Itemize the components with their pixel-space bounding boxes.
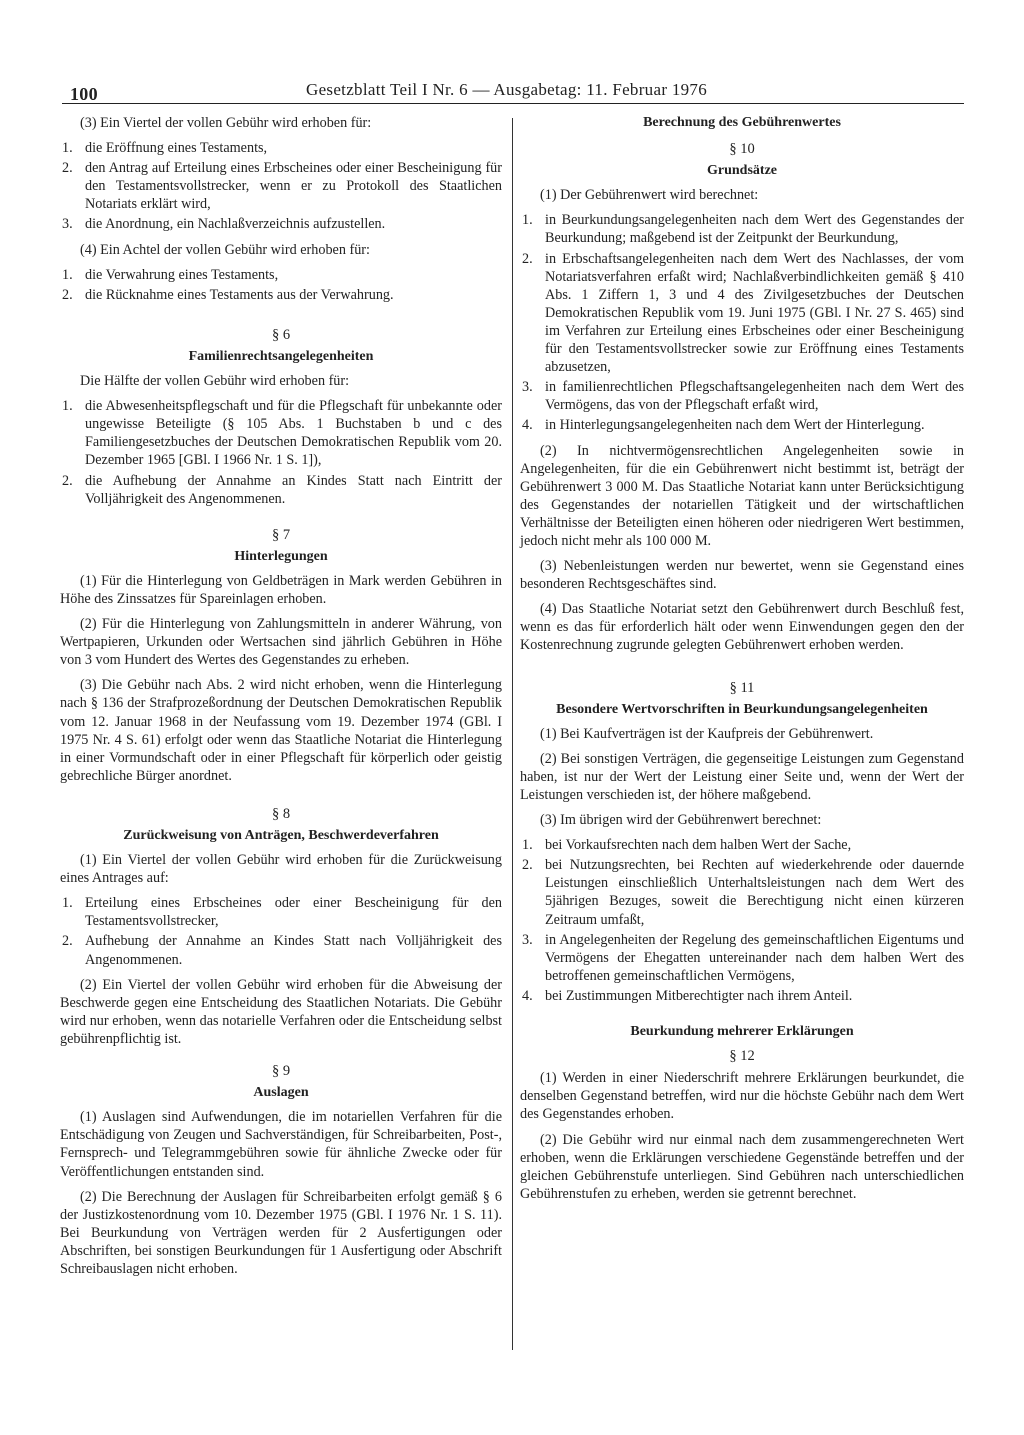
list-item bbox=[60, 215, 502, 233]
list-item bbox=[520, 856, 964, 928]
section-title: Hinterlegungen bbox=[234, 548, 328, 564]
item-number: 3. bbox=[522, 379, 533, 396]
numbered-list bbox=[520, 836, 964, 1005]
list-item bbox=[520, 931, 964, 985]
section-title: Grundsätze bbox=[707, 163, 777, 179]
paragraph: (2) Ein Viertel der vollen Gebühr wird erhoben für die Abweisung der Beschwerde gegen eine Entscheidung des Staatlichen Notariats. Die Gebühr wird nur erhoben, wenn das notarielle Verfahren oder die Entscheidung selbst gebührenpflichtig ist. bbox=[60, 976, 502, 1047]
paragraph: (4) Ein Achtel der vollen Gebühr wird erhoben für: bbox=[80, 241, 370, 258]
item-text: Aufhebung der Annahme an Kindes Statt nach Volljährigkeit des Angenommenen. bbox=[85, 933, 502, 968]
item-text: die Abwesenheitspflegschaft und für die Pflegschaft für unbekannte oder ungewisse Beteiligte (§ 105 Abs. 1 Buchstaben b und c des Familiengesetzbuches der Deutschen Demokratischen Republik vom 20. Dezember 1965 [GBl. I 1966 Nr. 1 S. 1]), bbox=[85, 398, 502, 469]
list-item bbox=[520, 836, 964, 854]
paragraph: (4) Das Staatliche Notariat setzt den Gebührenwert durch Beschluß fest, wenn es das für erforderlich hält oder wenn Einwendungen gegen den der Kostenrechnung zugrunde gelegten Gebührenwert erhoben werden. bbox=[520, 601, 964, 654]
paragraph: (3) Ein Viertel der vollen Gebühr wird erhoben für: bbox=[80, 115, 372, 131]
list-item bbox=[520, 987, 964, 1005]
section-number: § 6 bbox=[271, 326, 291, 343]
numbered-list bbox=[60, 139, 502, 233]
paragraph: (1) Auslagen sind Aufwendungen, die im notariellen Verfahren für die Entschädigung von Zeugen und Sachverständigen, für Schreibarbeiten, Post-, Fernsprech- und Telegrammgebühren sowie für ähnliche Zwecke oder für Veröffentlichungen entstanden sind. bbox=[60, 1109, 502, 1180]
list-item bbox=[60, 139, 502, 157]
list-item bbox=[60, 159, 502, 213]
item-text: in Hinterlegungsangelegenheiten nach dem Wert der Hinterlegung. bbox=[545, 417, 925, 434]
item-number: 2. bbox=[62, 160, 73, 177]
item-number: 4. bbox=[522, 417, 533, 434]
header-divider bbox=[62, 103, 964, 104]
paragraph: (3) Nebenleistungen werden nur bewertet, wenn sie Gegenstand eines besonderen Rechtsgeschäftes sind. bbox=[520, 558, 964, 593]
paragraph: (1) Werden in einer Niederschrift mehrere Erklärungen beurkundet, die denselben Gegenstand betreffen, wird nur die höchste Gebühr nach dem Wert des Gegenstandes erhoben. bbox=[520, 1070, 964, 1123]
item-number: 2. bbox=[522, 857, 533, 874]
section-title: Familienrechtsangelegenheiten bbox=[188, 348, 374, 364]
gazette-header: Gesetzblatt Teil I Nr. 6 — Ausgabetag: 11. Februar 1976 bbox=[306, 80, 708, 99]
numbered-list bbox=[520, 211, 964, 434]
item-text: den Antrag auf Erteilung eines Erbscheines oder einer Bescheinigung für den Testamentsvollstrecker, wenn er zu Protokoll des Staatlichen Notariats erklärt wird, bbox=[85, 160, 502, 213]
list-item bbox=[60, 894, 502, 930]
paragraph: (2) Die Berechnung der Auslagen für Schreibarbeiten erfolgt gemäß § 6 der Justizkostenordnung vom 10. Dezember 1975 (GBl. I 1976 Nr. 1 S. 11). Bei Beurkundung von Verträgen werden für 2 Ausfertigungen oder Abschriften, bei sonstigen Beurkundungen für 1 Ausfertigung oder Abschrift Schreibauslagen nicht erhoben. bbox=[60, 1188, 502, 1277]
list-item bbox=[60, 472, 502, 508]
item-text: die Anordnung, ein Nachlaßverzeichnis aufzustellen. bbox=[85, 216, 386, 233]
item-number: 2. bbox=[62, 472, 73, 489]
item-text: in familienrechtlichen Pflegschaftsangelegenheiten nach dem Wert des Vermögens, das von der Pflegschaft erfaßt wird, bbox=[545, 379, 964, 414]
numbered-list bbox=[60, 397, 502, 508]
paragraph: (1) Der Gebührenwert wird berechnet: bbox=[540, 187, 759, 204]
paragraph: (1) Bei Kaufverträgen ist der Kaufpreis der Gebührenwert. bbox=[540, 725, 874, 742]
list-item bbox=[60, 266, 502, 284]
item-text: bei Vorkaufsrechten nach dem halben Wert der Sache, bbox=[545, 837, 852, 854]
chapter-heading: Berechnung des Gebührenwertes bbox=[643, 115, 841, 130]
list-item bbox=[60, 286, 502, 304]
section-number: § 9 bbox=[271, 1063, 291, 1080]
column-divider bbox=[512, 118, 513, 1350]
item-text: die Eröffnung eines Testaments, bbox=[85, 140, 268, 157]
list-item bbox=[520, 378, 964, 414]
paragraph: (1) Ein Viertel der vollen Gebühr wird erhoben für die Zurückweisung eines Antrages auf: bbox=[60, 852, 502, 887]
paragraph: (2) Bei sonstigen Verträgen, die gegenseitige Leistungen zum Gegenstand haben, ist nur der Wert der Leistung einer Seite und, wenn der Wert der Leistungen verschieden ist, der höhere maßgebend. bbox=[520, 750, 964, 803]
item-number: 2. bbox=[62, 286, 73, 303]
paragraph: (3) Im übrigen wird der Gebührenwert berechnet: bbox=[540, 812, 822, 829]
numbered-list bbox=[60, 894, 502, 968]
paragraph: (2) Für die Hinterlegung von Zahlungsmitteln in anderer Währung, von Wertpapieren, Urkunden oder Wertsachen sind jährlich Gebühren in Höhe von 3 vom Hundert des Wertes des Gegenstandes zu erheben. bbox=[60, 616, 502, 669]
page-number: 100 bbox=[70, 84, 98, 104]
paragraph: Die Hälfte der vollen Gebühr wird erhoben für: bbox=[80, 373, 350, 390]
item-number: 2. bbox=[62, 933, 73, 950]
item-text: bei Zustimmungen Mitberechtigter nach ihrem Anteil. bbox=[545, 987, 853, 1004]
item-text: die Aufhebung der Annahme an Kindes Statt nach Eintritt der Volljährigkeit des Angenommenen. bbox=[85, 472, 502, 507]
left-column bbox=[60, 114, 502, 1285]
item-text: die Verwahrung eines Testaments, bbox=[85, 266, 279, 283]
section-number: § 12 bbox=[729, 1048, 755, 1065]
item-number: 1. bbox=[522, 212, 533, 229]
section-title: Zurückweisung von Anträgen, Beschwerdeverfahren bbox=[123, 828, 439, 843]
item-number: 2. bbox=[522, 250, 533, 267]
section-title: Auslagen bbox=[253, 1085, 309, 1101]
item-number: 1. bbox=[522, 837, 533, 854]
item-number: 1. bbox=[62, 895, 73, 912]
section-number: § 7 bbox=[271, 526, 291, 543]
item-number: 3. bbox=[522, 931, 533, 948]
chapter-heading: Beurkundung mehrerer Erklärungen bbox=[630, 1024, 854, 1040]
list-item bbox=[520, 211, 964, 247]
item-number: 4. bbox=[522, 987, 533, 1004]
item-number: 3. bbox=[62, 216, 73, 233]
list-item bbox=[60, 932, 502, 968]
numbered-list bbox=[60, 266, 502, 304]
section-number: § 8 bbox=[271, 805, 291, 822]
item-number: 1. bbox=[62, 140, 73, 157]
item-text: in Angelegenheiten der Regelung des gemeinschaftlichen Eigentums und Vermögens der Ehegatten untereinander nach dem halben Wert des betroffenen gemeinschaftlichen Vermögens, bbox=[545, 931, 964, 984]
section-number: § 11 bbox=[729, 679, 755, 696]
list-item bbox=[520, 416, 964, 434]
item-number: 1. bbox=[62, 398, 73, 415]
item-text: in Erbschaftsangelegenheiten nach dem Wert des Nachlasses, der vom Notariatsverfahren erfaßt wird; Nachlaßverbindlichkeiten gemäß § 410 Abs. 1 Ziffern 1, 3 und 4 des Zivilgesetzbuches der Deutschen Demokratischen Republik vom 19. Juni 1975 (GBl. I Nr. 27 S. 465) sind im Verfahren zur Erteilung eines Erbscheines oder einer Bescheinigung für den Testamentsvollstrecker sowie zur Eröffnung eines Testaments abzusetzen, bbox=[545, 250, 964, 376]
paragraph: (2) Die Gebühr wird nur einmal nach dem zusammengerechneten Wert erhoben, wenn die Erklärungen verschiedene Gegenstände betreffen und der gleichen Gebührenstufe unterliegen. Sind Gebühren nach unterschiedlichen Gebührenstufen zu erheben, werden sie getrennt berechnet. bbox=[520, 1131, 964, 1202]
item-text: die Rücknahme eines Testaments aus der Verwahrung. bbox=[85, 286, 394, 303]
list-item bbox=[60, 397, 502, 469]
paragraph: (2) In nichtvermögensrechtlichen Angelegenheiten sowie in Angelegenheiten, für die ein Gebührenwert nicht bestimmt ist, beträgt der Gebührenwert 3 000 M. Das Staatliche Notariat kann unter Berücksichtigung des Gegenstandes der notariellen Tätigkeit und der wirtschaftlichen Verhältnisse der Beteiligten einen höheren oder niedrigeren Wert bestimmen, jedoch nicht mehr als 100 000 M. bbox=[520, 442, 964, 549]
item-text: bei Nutzungsrechten, bei Rechten auf wiederkehrende oder dauernde Leistungen einschließlich Unterhaltsleistungen nach dem Wert des 5jährigen Bezuges, soweit die Berechtigung nicht einen kürzeren Zeitraum umfaßt, bbox=[545, 857, 964, 928]
paragraph: (3) Die Gebühr nach Abs. 2 wird nicht erhoben, wenn die Hinterlegung nach § 136 der Strafprozeßordnung der Deutschen Demokratischen Republik vom 12. Januar 1968 in der Neufassung vom 19. Dezember 1974 (GBl. I 1975 Nr. 4 S. 61) erfolgt oder wenn das Staatliche Notariat die Hinterlegung in einer Vormundschaft oder in einer Pflegschaft für körperlich oder geistig gebrechliche Bürger anordnet. bbox=[60, 677, 502, 784]
list-item bbox=[520, 250, 964, 377]
section-number: § 10 bbox=[729, 141, 755, 158]
paragraph: (1) Für die Hinterlegung von Geldbeträgen in Mark werden Gebühren in Höhe des Zinssatzes für Spareinlagen erhoben. bbox=[60, 572, 502, 607]
item-text: Erteilung eines Erbscheines oder einer Bescheinigung für den Testamentsvollstrecker, bbox=[85, 895, 502, 930]
item-number: 1. bbox=[62, 266, 73, 283]
right-column bbox=[520, 114, 964, 1210]
section-title: Besondere Wertvorschriften in Beurkundungsangelegenheiten bbox=[556, 701, 928, 717]
item-text: in Beurkundungsangelegenheiten nach dem Wert des Gegenstandes der Beurkundung; maßgebend ist der Zeitpunkt der Beurkundung, bbox=[545, 212, 964, 247]
